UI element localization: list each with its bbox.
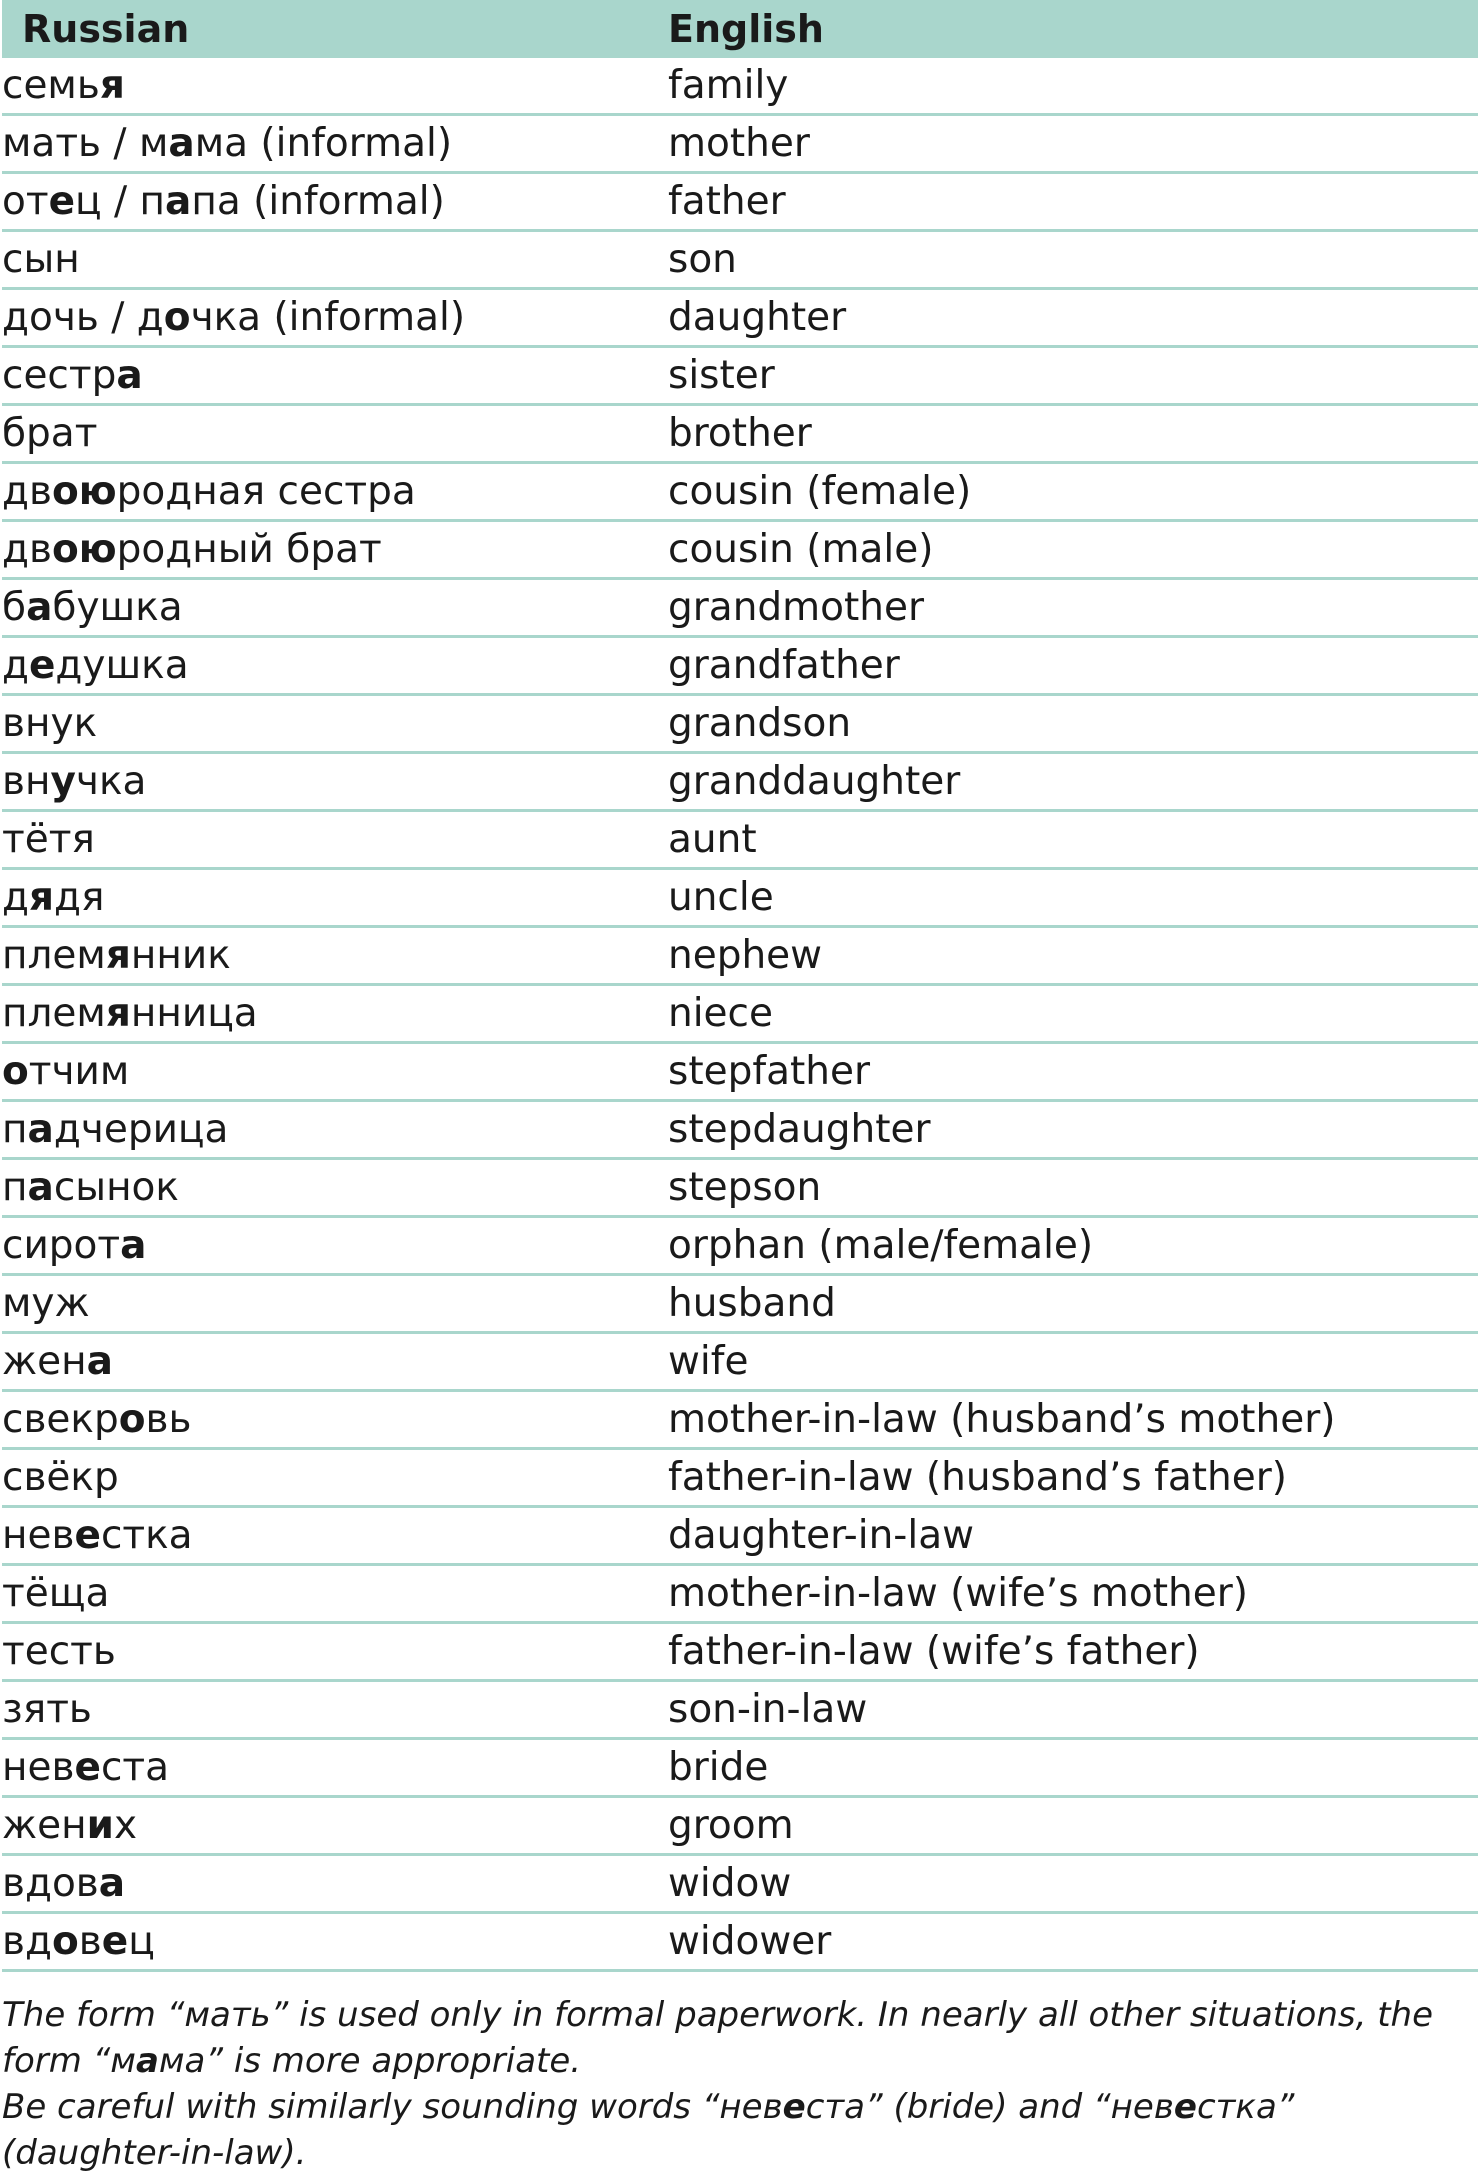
stressed-letter: е bbox=[782, 2087, 806, 2127]
stressed-letter: ою bbox=[51, 469, 117, 514]
table-row bbox=[2, 1217, 1478, 1275]
russian-word: мать / мама (informal) bbox=[2, 115, 662, 173]
english-word: stepdaughter bbox=[662, 1101, 1478, 1159]
english-word: aunt bbox=[662, 811, 1478, 869]
english-word: mother-in-law (husband’s mother) bbox=[662, 1391, 1478, 1449]
russian-word: племянник bbox=[2, 927, 662, 985]
vocabulary-table bbox=[2, 0, 1478, 1972]
russian-word: тёща bbox=[2, 1565, 662, 1623]
english-word: groom bbox=[662, 1797, 1478, 1855]
english-word: nephew bbox=[662, 927, 1478, 985]
russian-word: пасынок bbox=[2, 1159, 662, 1217]
english-word: grandmother bbox=[662, 579, 1478, 637]
table-row bbox=[2, 1159, 1478, 1217]
english-word: widow bbox=[662, 1855, 1478, 1913]
stressed-letter: ою bbox=[51, 527, 117, 572]
footnote: Be careful with similarly sounding words “невеста” (bride) and “невестка” (daughter-in-law). bbox=[2, 2087, 1295, 2173]
table-row bbox=[2, 1797, 1478, 1855]
russian-word: сирота bbox=[2, 1217, 662, 1275]
table-row bbox=[2, 1565, 1478, 1623]
table-row bbox=[2, 1391, 1478, 1449]
table-row bbox=[2, 1275, 1478, 1333]
stressed-letter: а bbox=[27, 1165, 54, 1210]
russian-word: вдовец bbox=[2, 1913, 662, 1971]
russian-word: тётя bbox=[2, 811, 662, 869]
table-row bbox=[2, 231, 1478, 289]
table-row bbox=[2, 695, 1478, 753]
english-word: mother bbox=[662, 115, 1478, 173]
russian-word: семья bbox=[2, 58, 662, 115]
table-row bbox=[2, 1333, 1478, 1391]
english-word: daughter bbox=[662, 289, 1478, 347]
stressed-letter: и bbox=[86, 1803, 114, 1848]
russian-word: бабушка bbox=[2, 579, 662, 637]
russian-word: жена bbox=[2, 1333, 662, 1391]
stressed-letter: о bbox=[51, 1919, 79, 1964]
table-body bbox=[2, 58, 1478, 1971]
russian-word: дедушка bbox=[2, 637, 662, 695]
footnote: The form “мать” is used only in formal paperwork. In nearly all other situations, the form “мама” is more appropriate. bbox=[2, 1995, 1433, 2081]
stressed-letter: е bbox=[101, 1919, 129, 1964]
english-word: stepfather bbox=[662, 1043, 1478, 1101]
stressed-letter: а bbox=[86, 1339, 113, 1384]
table-row bbox=[2, 1739, 1478, 1797]
stressed-letter: о bbox=[118, 1397, 146, 1442]
table-row bbox=[2, 521, 1478, 579]
english-word: grandson bbox=[662, 695, 1478, 753]
table-row bbox=[2, 1449, 1478, 1507]
stressed-letter: я bbox=[105, 933, 131, 978]
stressed-letter: е bbox=[74, 1513, 101, 1558]
russian-word: тесть bbox=[2, 1623, 662, 1681]
table-row bbox=[2, 1101, 1478, 1159]
english-word: brother bbox=[662, 405, 1478, 463]
table-row bbox=[2, 405, 1478, 463]
table-row bbox=[2, 289, 1478, 347]
table-row bbox=[2, 985, 1478, 1043]
russian-word: отец / папа (informal) bbox=[2, 173, 662, 231]
table-row bbox=[2, 1913, 1478, 1971]
russian-word: вдова bbox=[2, 1855, 662, 1913]
russian-word: сын bbox=[2, 231, 662, 289]
stressed-letter: я bbox=[105, 991, 131, 1036]
english-word: daughter-in-law bbox=[662, 1507, 1478, 1565]
stressed-letter: я bbox=[28, 875, 55, 920]
russian-word: невеста bbox=[2, 1739, 662, 1797]
stressed-letter: о bbox=[2, 1049, 29, 1094]
english-word: family bbox=[662, 58, 1478, 115]
english-word: cousin (female) bbox=[662, 463, 1478, 521]
english-word: niece bbox=[662, 985, 1478, 1043]
english-word: stepson bbox=[662, 1159, 1478, 1217]
russian-word: свекровь bbox=[2, 1391, 662, 1449]
stressed-letter: а bbox=[168, 121, 195, 166]
russian-word: внук bbox=[2, 695, 662, 753]
russian-word: зять bbox=[2, 1681, 662, 1739]
russian-word: внучка bbox=[2, 753, 662, 811]
english-word: sister bbox=[662, 347, 1478, 405]
russian-word: дядя bbox=[2, 869, 662, 927]
table-row bbox=[2, 347, 1478, 405]
table-row bbox=[2, 927, 1478, 985]
table-row bbox=[2, 637, 1478, 695]
table-row bbox=[2, 1681, 1478, 1739]
russian-word: падчерица bbox=[2, 1101, 662, 1159]
english-word: father-in-law (husband’s father) bbox=[662, 1449, 1478, 1507]
english-word: father-in-law (wife’s father) bbox=[662, 1623, 1478, 1681]
table-row bbox=[2, 58, 1478, 115]
english-word: mother-in-law (wife’s mother) bbox=[662, 1565, 1478, 1623]
english-word: bride bbox=[662, 1739, 1478, 1797]
table-row bbox=[2, 1623, 1478, 1681]
table-row bbox=[2, 1855, 1478, 1913]
stressed-letter: а bbox=[135, 2041, 159, 2081]
russian-word: свёкр bbox=[2, 1449, 662, 1507]
russian-word: отчим bbox=[2, 1043, 662, 1101]
table-row bbox=[2, 753, 1478, 811]
stressed-letter: а bbox=[116, 353, 143, 398]
table-row bbox=[2, 173, 1478, 231]
english-word: wife bbox=[662, 1333, 1478, 1391]
table-row bbox=[2, 463, 1478, 521]
english-word: father bbox=[662, 173, 1478, 231]
stressed-letter: о bbox=[163, 295, 191, 340]
table-row bbox=[2, 579, 1478, 637]
english-word: son bbox=[662, 231, 1478, 289]
english-word: son-in-law bbox=[662, 1681, 1478, 1739]
table-header bbox=[2, 0, 1478, 58]
russian-word: дочь / дочка (informal) bbox=[2, 289, 662, 347]
table-row bbox=[2, 1043, 1478, 1101]
english-word: granddaughter bbox=[662, 753, 1478, 811]
english-word: orphan (male/female) bbox=[662, 1217, 1478, 1275]
russian-word: двоюродная сестра bbox=[2, 463, 662, 521]
table-row bbox=[2, 869, 1478, 927]
russian-word: муж bbox=[2, 1275, 662, 1333]
stressed-letter: у bbox=[50, 759, 76, 804]
english-word: husband bbox=[662, 1275, 1478, 1333]
stressed-letter: е bbox=[48, 179, 76, 224]
header-english: English bbox=[662, 0, 1478, 58]
russian-word: двоюродный брат bbox=[2, 521, 662, 579]
stressed-letter: е bbox=[28, 643, 56, 688]
russian-word: брат bbox=[2, 405, 662, 463]
english-word: cousin (male) bbox=[662, 521, 1478, 579]
english-word: grandfather bbox=[662, 637, 1478, 695]
stressed-letter: а bbox=[120, 1223, 147, 1268]
russian-word: жених bbox=[2, 1797, 662, 1855]
russian-word: невестка bbox=[2, 1507, 662, 1565]
stressed-letter: а bbox=[165, 179, 192, 224]
footnotes bbox=[2, 1992, 1478, 2176]
table-row bbox=[2, 1507, 1478, 1565]
header-russian: Russian bbox=[2, 0, 662, 58]
russian-word: племянница bbox=[2, 985, 662, 1043]
table-row bbox=[2, 115, 1478, 173]
stressed-letter: е bbox=[1173, 2087, 1197, 2127]
stressed-letter: е bbox=[74, 1745, 101, 1790]
stressed-letter: а bbox=[98, 1861, 126, 1906]
stressed-letter: я bbox=[99, 63, 125, 108]
english-word: widower bbox=[662, 1913, 1478, 1971]
stressed-letter: а bbox=[26, 585, 53, 630]
russian-word: сестра bbox=[2, 347, 662, 405]
table-row bbox=[2, 811, 1478, 869]
english-word: uncle bbox=[662, 869, 1478, 927]
stressed-letter: а bbox=[27, 1107, 54, 1152]
